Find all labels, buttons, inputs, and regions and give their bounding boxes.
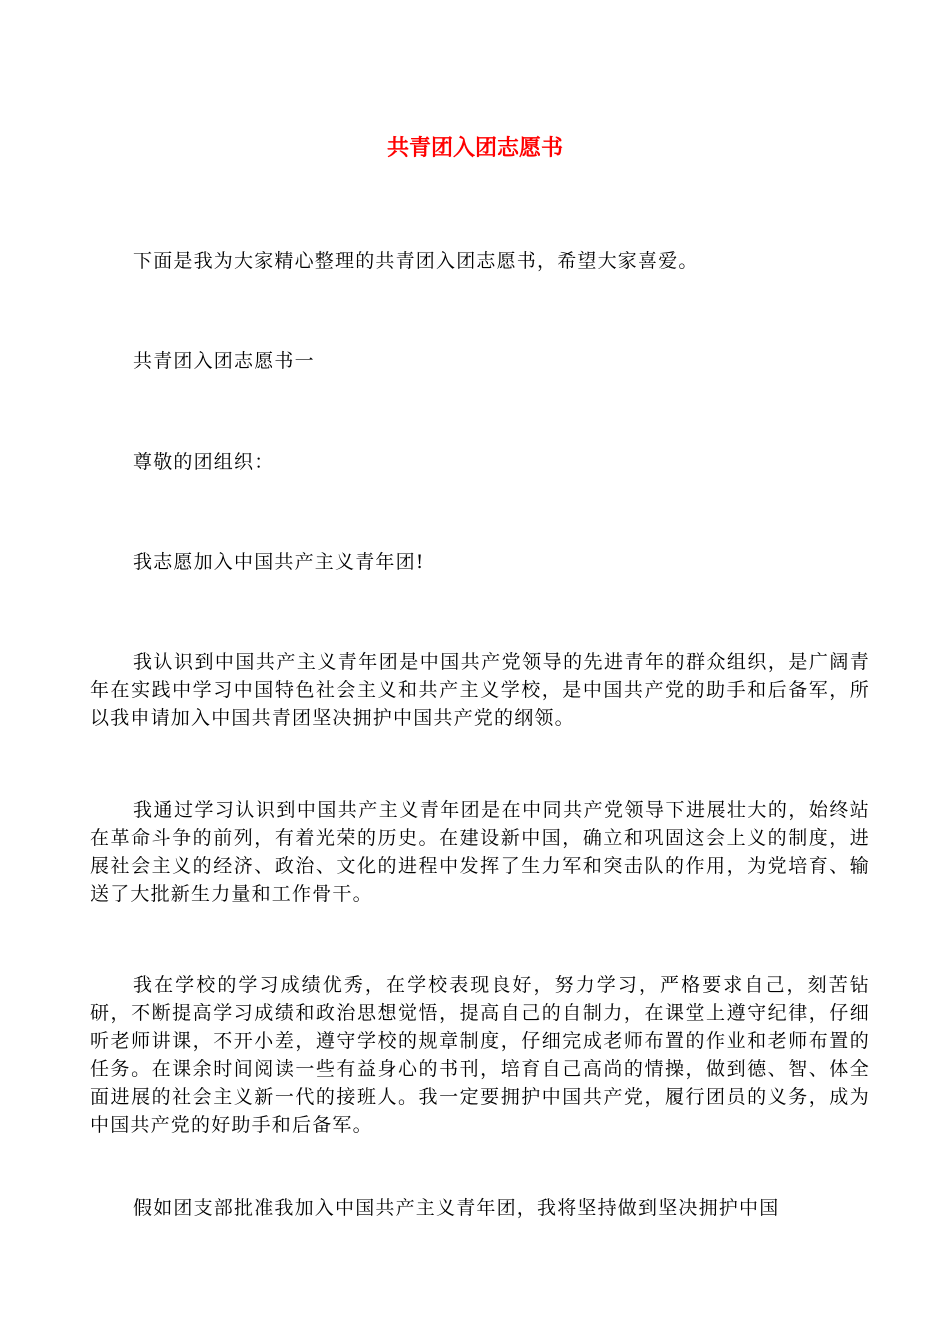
- declaration-paragraph: 我志愿加入中国共产主义青年团!: [133, 551, 425, 573]
- salutation: 尊敬的团组织：: [133, 451, 275, 473]
- document-title: 共青团入团志愿书: [386, 136, 563, 161]
- intro-paragraph: 下面是我为大家精心整理的共青团入团志愿书，希望大家喜爱。: [133, 250, 699, 272]
- body-paragraph-4: 假如团支部批准我加入中国共产主义青年团，我将坚持做到坚决拥护中国: [133, 1197, 780, 1219]
- body-paragraph-1: 我认识到中国共产主义青年团是中国共产党领导的先进青年的群众组织，是广阔青年在实践中学习中国特色社会主义和共产主义学校，是中国共产党的助手和后备军，所以我申请加入中国共青团坚决拥护中国共产党的纲领。: [90, 651, 870, 729]
- body-paragraph-3: 我在学校的学习成绩优秀，在学校表现良好，努力学习，严格要求自己，刻苦钻研，不断提高学习成绩和政治思想觉悟，提高自己的自制力，在课堂上遵守纪律，仔细听老师讲课，不开小差，遵守学校的规章制度，仔细完成老师布置的作业和老师布置的任务。在课余时间阅读一些有益身心的书刊，培育自己高尚的情操，做到德、智、体全面进展的社会主义新一代的接班人。我一定要拥护中国共产党，履行团员的义务，成为中国共产党的好助手和后备军。: [90, 974, 870, 1136]
- section-heading: 共青团入团志愿书一: [133, 350, 315, 372]
- body-paragraph-2: 我通过学习认识到中国共产主义青年团是在中同共产党领导下进展壮大的，始终站在革命斗争的前列，有着光荣的历史。在建设新中国，确立和巩固这会上义的制度，进展社会主义的经济、政治、文化的进程中发挥了生力军和突击队的作用，为党培育、输送了大批新生力量和工作骨干。: [90, 799, 870, 905]
